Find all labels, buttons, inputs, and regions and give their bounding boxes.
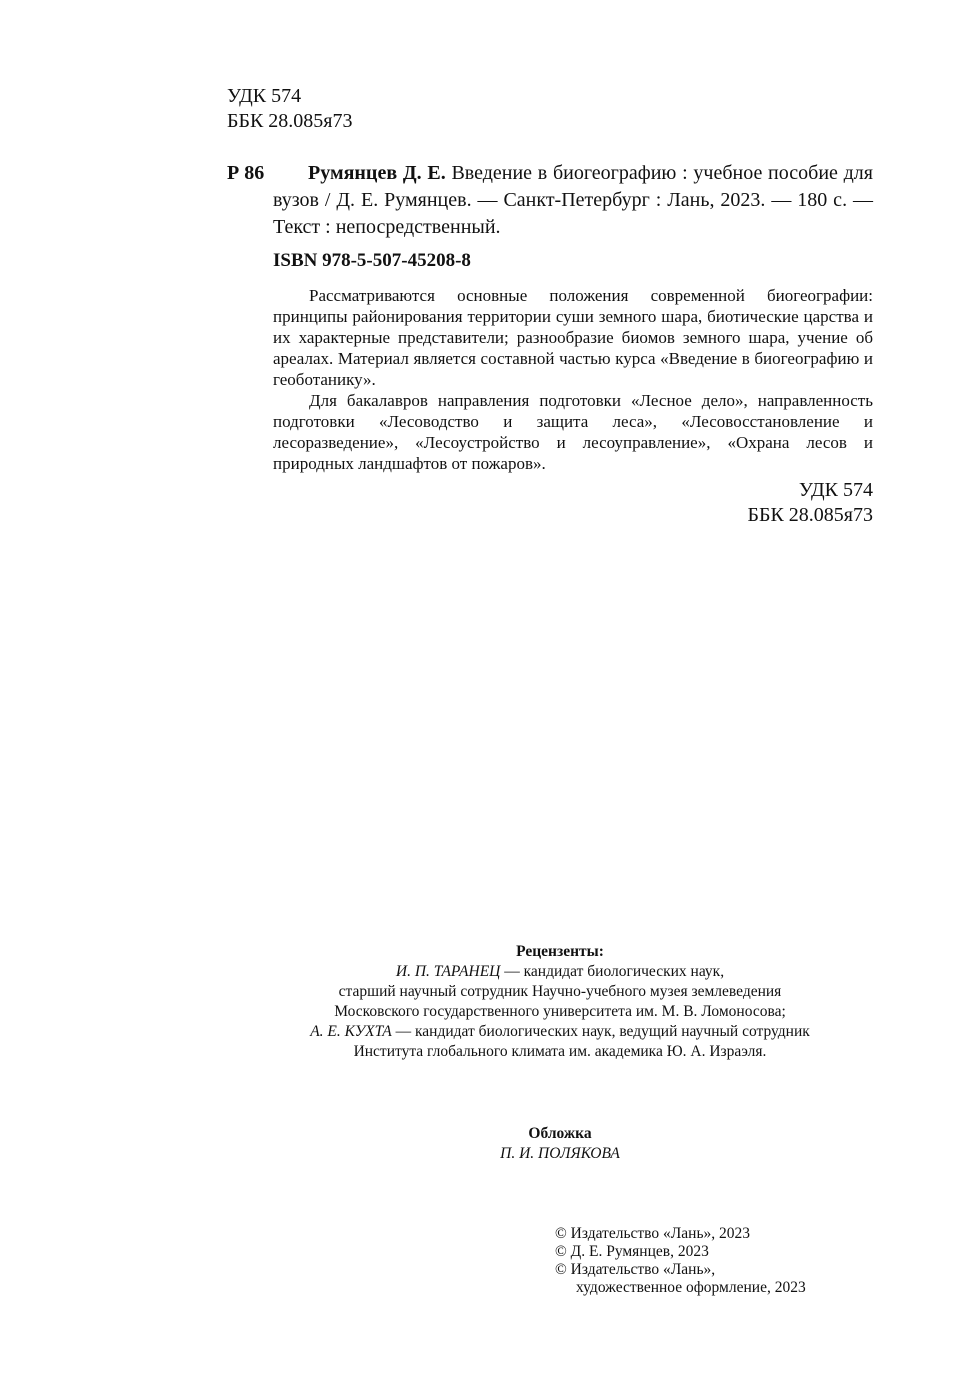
bbk-code: ББК 28.085я73 [227,110,353,132]
isbn: ISBN 978-5-507-45208-8 [273,250,471,271]
udk-code: УДК 574 [227,85,302,107]
classification-block-top [227,84,353,134]
bbk-code: ББК 28.085я73 [747,504,873,526]
reviewer-affiliation: старший научный сотрудник Научно-учебного музея землеведения [338,983,782,1000]
reviewer-affiliation: Института глобального климата им. академика Ю. А. Израэля. [353,1043,767,1060]
bibliographic-text: Введение в биогеографию : учебное пособие для вузов / Д. Е. Румянцев. — Санкт-Петербург : Лань, 2023. — 180 с. — Текст : непосредственный. [273,162,873,238]
author-name: Румянцев Д. Е. [308,162,446,184]
annotation-paragraph: Для бакалавров направления подготовки «Лесное дело», направленность подготовки «Лесоводство и защита леса», «Лесовосстановление и лесоразведение», «Лесоустройство и лесоуправление», «Охрана лесов и природных ландшафтов от пожаров». [273,391,873,473]
reviewers-block [230,942,890,1062]
reviewer-name: А. Е. КУХТА [310,1023,392,1040]
copyright-line: художественное оформление, 2023 [576,1279,806,1296]
cover-designer: П. И. ПОЛЯКОВА [500,1145,620,1162]
classification-block-bottom [747,478,873,528]
copyright-line: © Д. Е. Румянцев, 2023 [555,1243,709,1260]
copyright-block [555,1225,806,1297]
copyright-line: © Издательство «Лань», [555,1261,716,1278]
author-sign: Р 86 [227,162,265,184]
reviewer-name: И. П. ТАРАНЕЦ [395,963,501,980]
bibliographic-record [273,160,873,241]
udk-code: УДК 574 [798,479,873,501]
reviewer-credentials: — кандидат биологических наук, ведущий научный сотрудник [391,1023,810,1040]
reviewer-1 [230,962,890,982]
reviewer-credentials: — кандидат биологических наук, [500,963,725,980]
annotation-paragraph: Рассматриваются основные положения современной биогеографии: принципы районирования территории суши земного шара, биотические царства и их характерные представители; разнообразие биомов земного шара, учение об ареалах. Материал является составной частью курса «Введение в биогеографию и геоботанику». [273,286,873,389]
cover-heading: Обложка [528,1125,592,1142]
cover-credit [230,1124,890,1164]
reviewer-affiliation: Московского государственного университета им. М. В. Ломоносова; [334,1003,786,1020]
reviewer-2 [230,1022,890,1042]
copyright-line: © Издательство «Лань», 2023 [555,1225,751,1242]
annotation [273,285,873,474]
reviewers-heading: Рецензенты: [516,943,604,960]
